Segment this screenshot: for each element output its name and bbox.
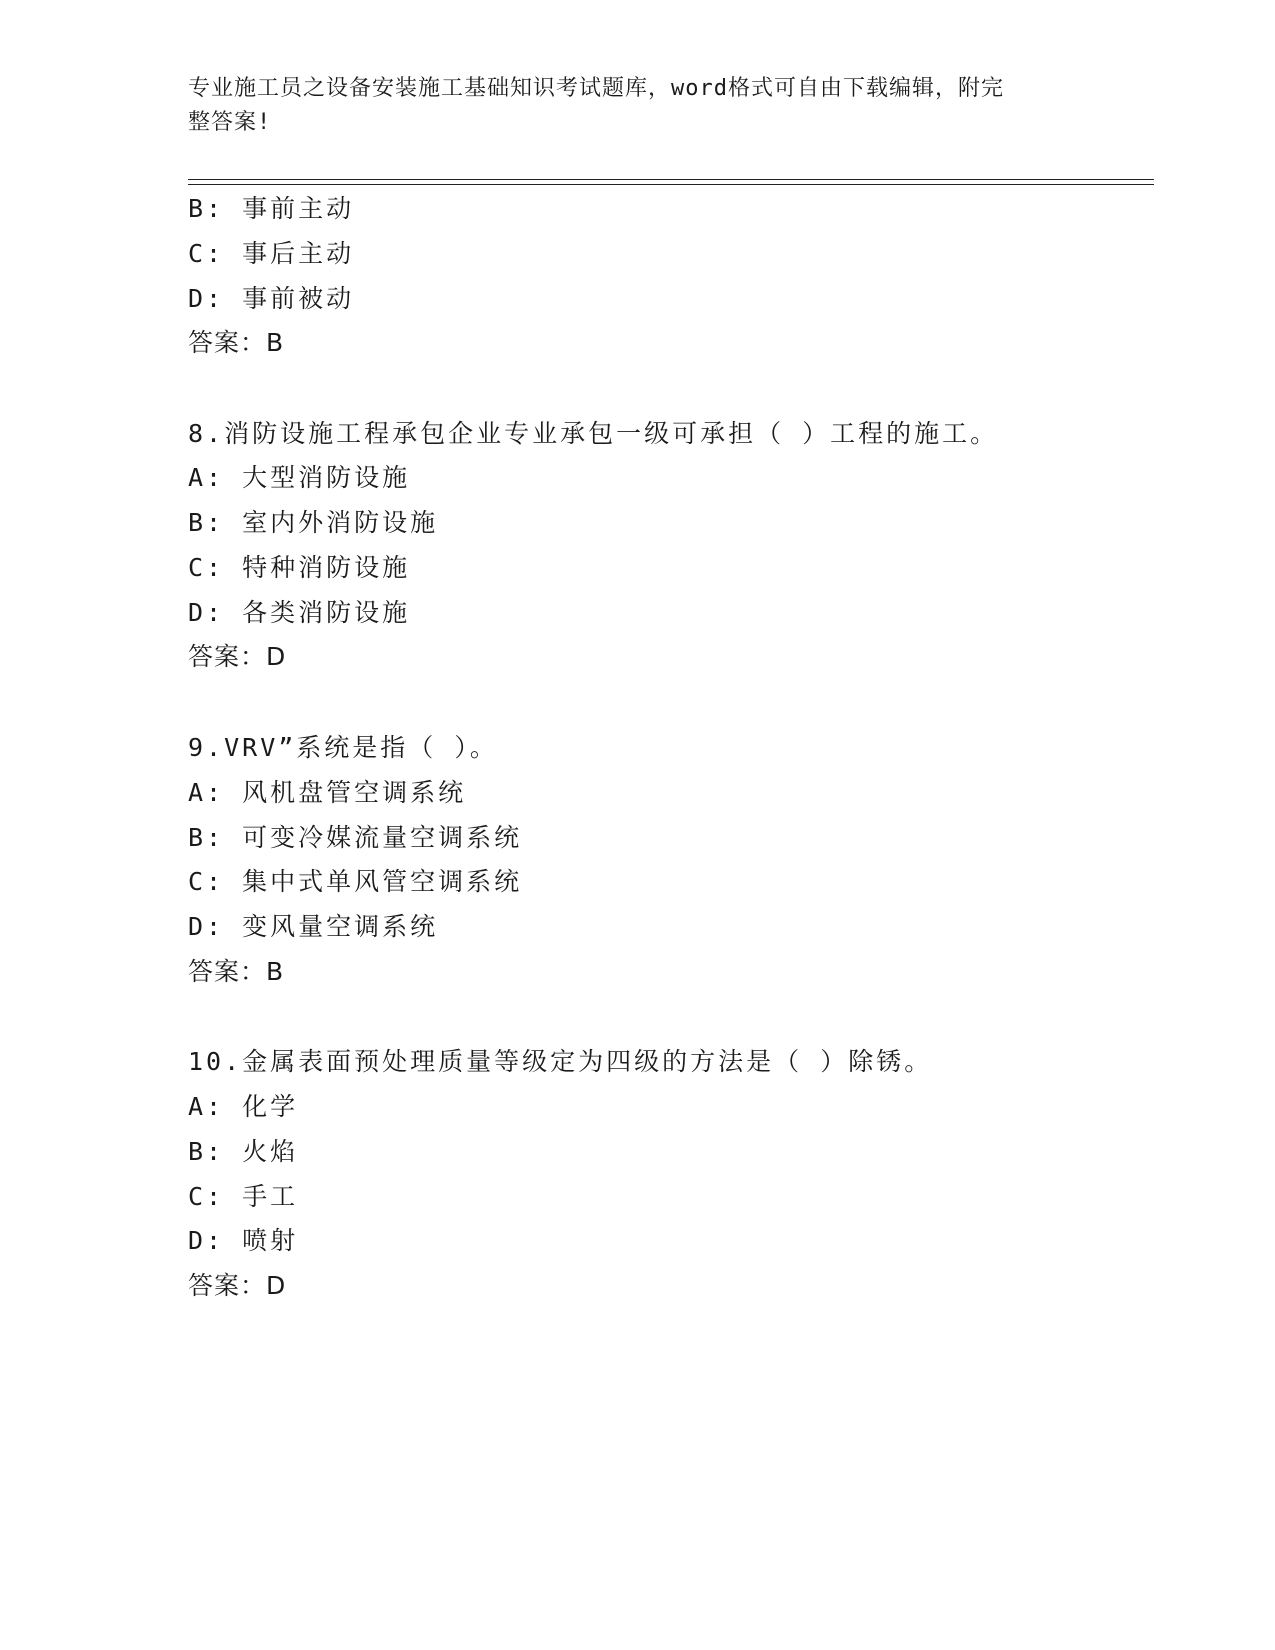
q8-stem: 8.消防设施工程承包企业专业承包一级可承担（ ）工程的施工。 (188, 419, 999, 448)
q9-stem: 9.VRV”系统是指（ ）。 (188, 733, 498, 762)
header-divider-top (188, 179, 1154, 180)
q7-answer: 答案：B (188, 328, 285, 357)
q8-option-b: B: 室内外消防设施 (188, 508, 439, 537)
q7-option-c: C: 事后主动 (188, 239, 355, 268)
q8-option-c: C: 特种消防设施 (188, 553, 411, 582)
q9-answer: 答案：B (188, 957, 285, 986)
q10-option-b: B: 火焰 (188, 1137, 299, 1166)
q7-option-d: D: 事前被动 (188, 284, 355, 313)
q9-option-b: B: 可变冷媒流量空调系统 (188, 823, 523, 852)
q8-answer: 答案：D (188, 642, 287, 671)
q10-stem: 10.金属表面预处理质量等级定为四级的方法是（ ）除锈。 (188, 1047, 933, 1076)
header-title-line-2: 整答案! (188, 110, 272, 135)
q10-option-c: C: 手工 (188, 1182, 299, 1211)
q10-option-d: D: 喷射 (188, 1226, 299, 1255)
q8-option-d: D: 各类消防设施 (188, 598, 411, 627)
q8-option-a: A: 大型消防设施 (188, 463, 411, 492)
q9-option-c: C: 集中式单风管空调系统 (188, 867, 523, 896)
header-divider-bottom (188, 184, 1154, 185)
q10-option-a: A: 化学 (188, 1092, 299, 1121)
document-header (188, 72, 1068, 140)
q9-option-a: A: 风机盘管空调系统 (188, 778, 467, 807)
q7-option-b: B: 事前主动 (188, 194, 355, 223)
header-title-line-1: 专业施工员之设备安装施工基础知识考试题库，word格式可自由下载编辑，附完 (188, 76, 1004, 101)
q9-option-d: D: 变风量空调系统 (188, 912, 439, 941)
q10-answer: 答案：D (188, 1271, 287, 1300)
